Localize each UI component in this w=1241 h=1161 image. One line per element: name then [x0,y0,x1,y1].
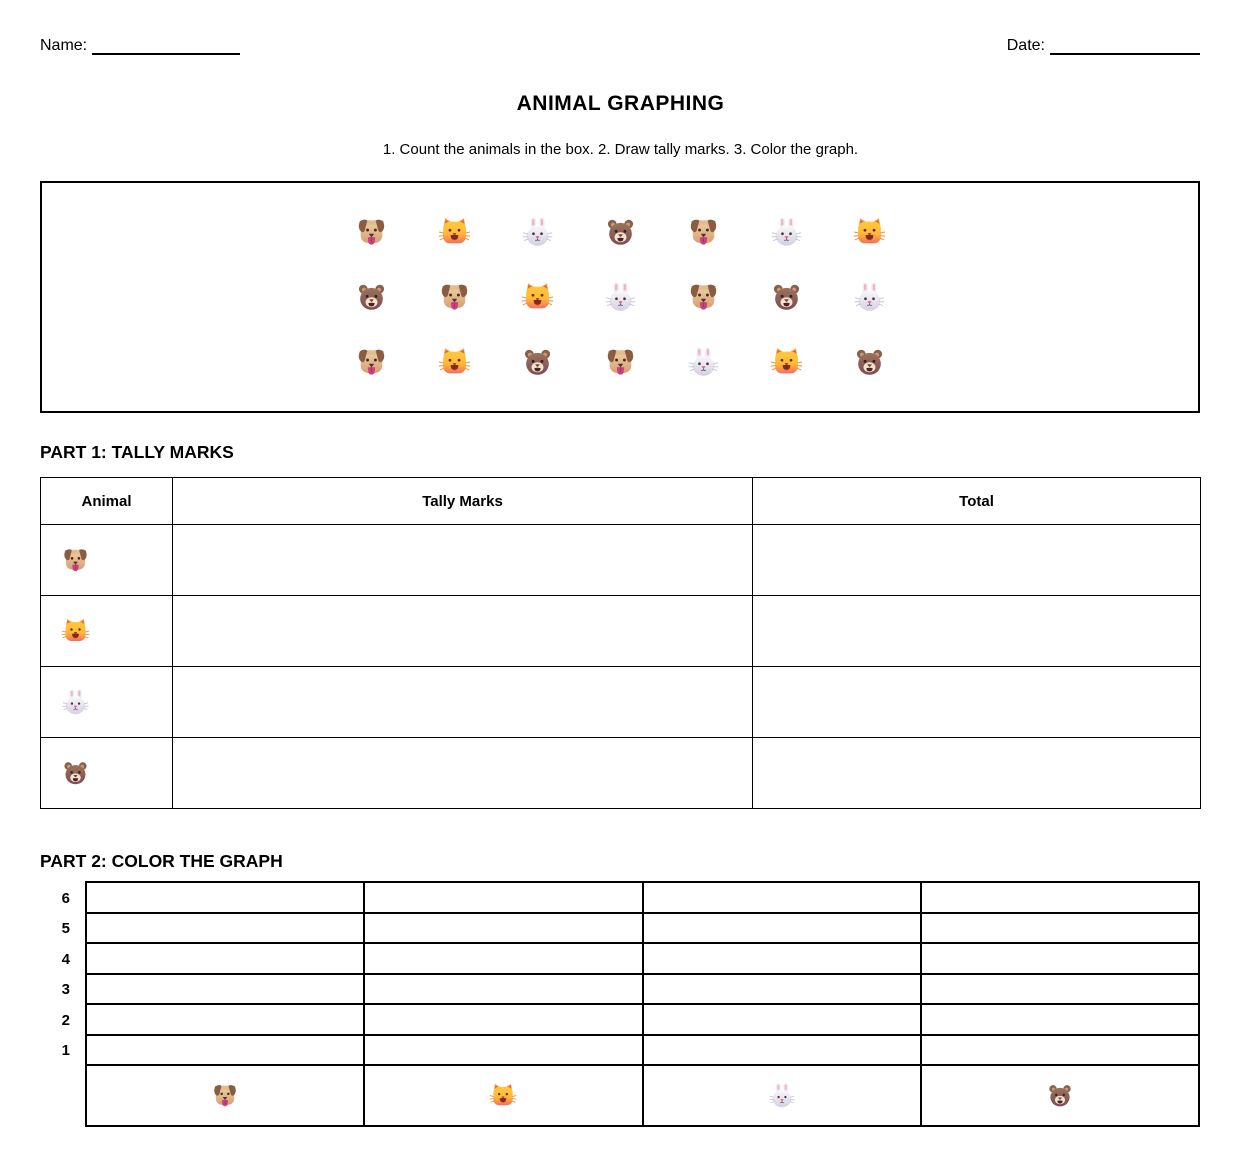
graph-cell-bear-1[interactable] [921,1035,1199,1066]
animal-box-cell [413,200,496,265]
total-cell-bear[interactable] [753,738,1201,809]
cat-face-icon [438,216,471,249]
graph-cell-rabbit-3[interactable] [643,974,921,1005]
animal-box-cell [745,265,828,330]
dog-face-icon [61,546,90,575]
graph-cell-cat-3[interactable] [364,974,642,1005]
column-header-animal: Animal [41,478,173,525]
y-axis-label-5: 5 [61,920,70,938]
animal-box-cell [745,330,828,395]
graph-cell-bear-4[interactable] [921,943,1199,974]
graph-column-label-cat [364,1065,642,1126]
cat-face-icon [521,281,554,314]
total-cell-rabbit[interactable] [753,667,1201,738]
graph-cell-cat-5[interactable] [364,913,642,944]
rabbit-face-icon [604,281,637,314]
name-field [40,36,240,55]
cat-face-icon [853,216,886,249]
name-label: Name: [40,37,88,54]
graph-column-label-bear [921,1065,1199,1126]
graph-cell-rabbit-2[interactable] [643,1004,921,1035]
animal-box-cell [496,265,579,330]
animal-cell-dog [41,525,173,596]
y-axis-label-2: 2 [61,1011,70,1029]
animal-box-cell [330,330,413,395]
animal-cell-cat [41,596,173,667]
graph-label-row [86,1065,1199,1126]
header-row [0,0,1241,55]
bear-face-icon [853,346,886,379]
graph-cell-bear-2[interactable] [921,1004,1199,1035]
graph-cell-rabbit-4[interactable] [643,943,921,974]
animal-box-cell [662,200,745,265]
graph-cell-dog-2[interactable] [86,1004,364,1035]
graph-cell-rabbit-5[interactable] [643,913,921,944]
column-header-total: Total [753,478,1201,525]
animal-box-cell [579,265,662,330]
graph-cell-dog-1[interactable] [86,1035,364,1066]
graph-row-5 [86,913,1199,944]
animal-box-cell [330,265,413,330]
graph-cell-bear-5[interactable] [921,913,1199,944]
dog-face-icon [355,216,388,249]
dog-face-icon [687,216,720,249]
tally-marks-cell-dog[interactable] [173,525,753,596]
total-cell-cat[interactable] [753,596,1201,667]
rabbit-face-icon [770,216,803,249]
part1-heading: PART 1: TALLY MARKS [40,442,234,462]
graph-area [40,881,1200,1127]
tally-table-header [41,478,1201,525]
dog-face-icon [687,281,720,314]
cat-face-icon [489,1082,517,1110]
instructions-text: 1. Count the animals in the box. 2. Draw tally marks. 3. Color the graph. [382,141,859,158]
graph-cell-bear-6[interactable] [921,882,1199,913]
bear-face-icon [1046,1082,1074,1110]
graph-grid-body [86,882,1199,1126]
tally-header-row [41,478,1201,525]
rabbit-face-icon [61,688,90,717]
tally-row-cat [41,596,1201,667]
animal-box-cell [496,200,579,265]
graph-cell-dog-5[interactable] [86,913,364,944]
animal-box-cell [579,330,662,395]
graph-cell-cat-1[interactable] [364,1035,642,1066]
graph-grid [85,881,1200,1127]
graph-cell-rabbit-6[interactable] [643,882,921,913]
graph-cell-rabbit-1[interactable] [643,1035,921,1066]
graph-column-label-dog [86,1065,364,1126]
graph-cell-cat-4[interactable] [364,943,642,974]
animal-box-cell [413,265,496,330]
animal-box-cell [828,330,911,395]
rabbit-face-icon [768,1082,796,1110]
graph-row-3 [86,974,1199,1005]
graph-cell-dog-3[interactable] [86,974,364,1005]
part2-heading: PART 2: COLOR THE GRAPH [40,851,283,871]
graph-cell-dog-6[interactable] [86,882,364,913]
tally-marks-cell-rabbit[interactable] [173,667,753,738]
graph-row-4 [86,943,1199,974]
animals-grid [330,200,911,395]
date-label: Date: [1006,37,1045,54]
cat-face-icon [438,346,471,379]
tally-marks-cell-cat[interactable] [173,596,753,667]
rabbit-face-icon [687,346,720,379]
graph-column-label-rabbit [643,1065,921,1126]
animals-box [40,181,1200,413]
y-axis-label-3: 3 [61,981,70,999]
animal-box-cell [330,200,413,265]
animal-box-cell [828,265,911,330]
graph-cell-bear-3[interactable] [921,974,1199,1005]
date-field [1007,36,1200,55]
y-axis-label-1: 1 [61,1042,70,1060]
bear-face-icon [355,281,388,314]
graph-row-2 [86,1004,1199,1035]
total-cell-dog[interactable] [753,525,1201,596]
tally-table-body [41,525,1201,809]
name-blank-line[interactable] [92,39,240,55]
dog-face-icon [604,346,637,379]
animal-box-cell [745,200,828,265]
y-axis-label-6: 6 [61,889,70,907]
tally-table [40,477,1201,809]
rabbit-face-icon [853,281,886,314]
tally-row-rabbit [41,667,1201,738]
graph-y-axis [40,881,85,1127]
cat-face-icon [61,617,90,646]
graph-cell-cat-6[interactable] [364,882,642,913]
graph-row-6 [86,882,1199,913]
bear-face-icon [61,759,90,788]
tally-marks-cell-bear[interactable] [173,738,753,809]
rabbit-face-icon [521,216,554,249]
dog-face-icon [211,1082,239,1110]
dog-face-icon [355,346,388,379]
animal-box-cell [662,330,745,395]
cat-face-icon [770,346,803,379]
page-title: ANIMAL GRAPHING [516,92,725,115]
animal-cell-bear [41,738,173,809]
date-blank-line[interactable] [1050,39,1200,55]
dog-face-icon [438,281,471,314]
bear-face-icon [604,216,637,249]
animal-cell-rabbit [41,667,173,738]
bear-face-icon [521,346,554,379]
animal-box-cell [828,200,911,265]
graph-cell-dog-4[interactable] [86,943,364,974]
animal-box-cell [413,330,496,395]
graph-cell-cat-2[interactable] [364,1004,642,1035]
animal-box-cell [496,330,579,395]
tally-row-dog [41,525,1201,596]
tally-row-bear [41,738,1201,809]
bear-face-icon [770,281,803,314]
animal-box-cell [579,200,662,265]
y-axis-label-4: 4 [61,950,70,968]
graph-row-1 [86,1035,1199,1066]
column-header-tally-marks: Tally Marks [173,478,753,525]
animal-box-cell [662,265,745,330]
